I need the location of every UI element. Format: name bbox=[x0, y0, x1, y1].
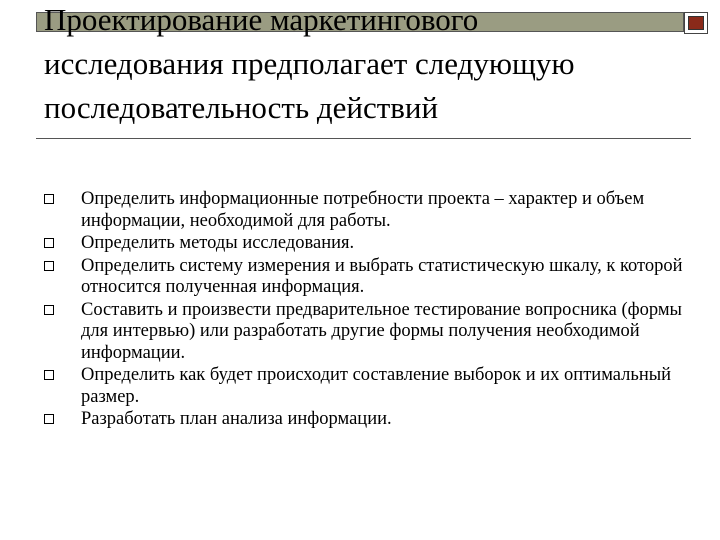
list-item bbox=[44, 189, 684, 232]
title-divider bbox=[36, 138, 691, 139]
list-item bbox=[44, 300, 684, 365]
bullet-list bbox=[44, 189, 684, 432]
title-line: исследования предполагает следующую bbox=[44, 46, 575, 81]
list-item-text: Составить и произвести предварительное тестирование вопросника (формы для интервью) или разработать другие формы получения необходимой информации. bbox=[81, 299, 682, 363]
title-line: последовательность действий bbox=[44, 90, 439, 125]
corner-square-icon bbox=[688, 16, 704, 30]
list-item-text: Разработать план анализа информации. bbox=[81, 409, 392, 429]
list-item-text: Определить как будет происходит составление выборок и их оптимальный размер. bbox=[81, 365, 672, 407]
hollow-square-bullet-icon bbox=[44, 370, 54, 380]
list-item bbox=[44, 256, 684, 299]
title-line: Проектирование маркетингового bbox=[44, 2, 479, 37]
slide-title bbox=[44, 0, 684, 130]
list-item bbox=[44, 233, 684, 255]
hollow-square-bullet-icon bbox=[44, 194, 54, 204]
hollow-square-bullet-icon bbox=[44, 414, 54, 424]
list-item-text: Определить информационные потребности проекта – характер и объем информации, необходимой для работы. bbox=[81, 189, 645, 231]
corner-decoration bbox=[684, 12, 708, 34]
list-item-text: Определить систему измерения и выбрать статистическую шкалу, к которой относится полученная информация. bbox=[81, 255, 683, 297]
list-item bbox=[44, 409, 684, 431]
list-item-text: Определить методы исследования. bbox=[81, 233, 355, 253]
hollow-square-bullet-icon bbox=[44, 238, 54, 248]
list-item bbox=[44, 365, 684, 408]
hollow-square-bullet-icon bbox=[44, 305, 54, 315]
hollow-square-bullet-icon bbox=[44, 261, 54, 271]
